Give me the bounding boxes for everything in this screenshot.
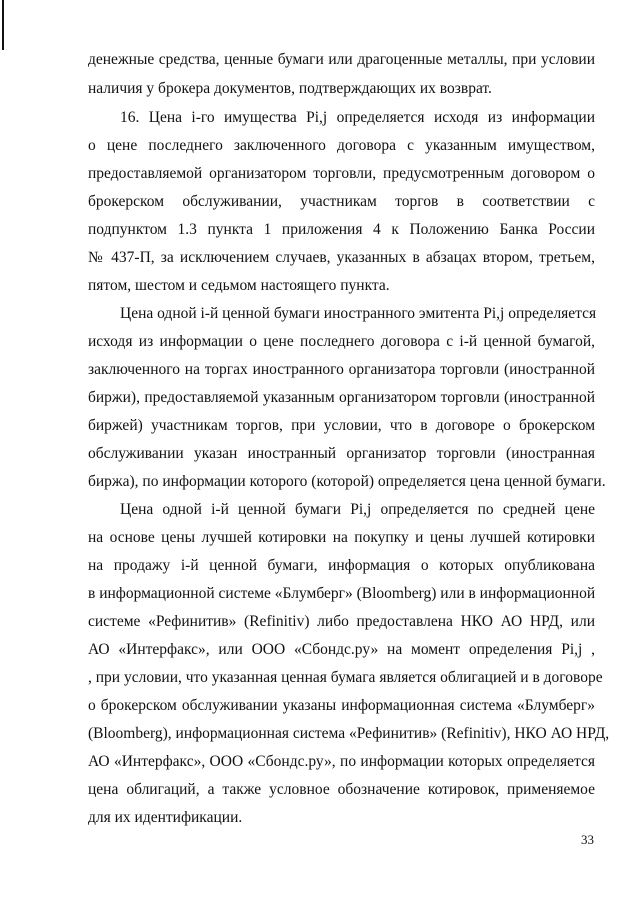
text-line: исходя из информации о цене последнего договора с i-й ценной бумагой, [88, 333, 595, 350]
text-line: наличия у брокера документов, подтверждающих их возврат. [88, 80, 492, 97]
text-line: на основе цены лучшей котировки на покупку и цены лучшей котировки [88, 529, 595, 546]
text-line: биржи), предоставляемой указанным организатором торговли (иностранной [88, 389, 595, 406]
text-line: денежные средства, ценные бумаги или драгоценные металлы, при условии [88, 51, 595, 68]
text-line: заключенного на торгах иностранного организатора торговли (иностранной [88, 361, 595, 378]
text-line: в информационной системе «Блумберг» (Bloomberg) или в информационной [88, 585, 596, 602]
text-line: № 437-П, за исключением случаев, указанных в абзацах втором, третьем, [88, 249, 595, 266]
text-line: брокерском обслуживании, участникам торгов в соответствии с [88, 193, 595, 210]
text-line: пятом, шестом и седьмом настоящего пункта. [88, 277, 390, 294]
text-line: системе «Рефинитив» (Refinitiv) либо предоставлена НКО АО НРД, или [88, 613, 595, 630]
text-line: предоставляемой организатором торговли, предусмотренным договором о [88, 165, 595, 182]
text-line: 16. Цена i-го имущества Pi,j определяется исходя из информации [120, 109, 595, 126]
text-line: Цена одной i-й ценной бумаги Pi,j определяется по средней цене [120, 501, 595, 518]
text-line: , при условии, что указанная ценная бумага является облигацией и в договоре [88, 669, 603, 686]
text-line: на продажу i-й ценной бумаги, информация о которых опубликована [88, 557, 595, 574]
text-line: о цене последнего заключенного договора с указанным имуществом, [88, 137, 595, 154]
text-line: подпунктом 1.3 пункта 1 приложения 4 к Положению Банка России [88, 221, 595, 238]
text-line: Цена одной i-й ценной бумаги иностранного эмитента Pi,j определяется [120, 305, 597, 322]
scan-edge-mark [2, 0, 4, 50]
text-line: АО «Интерфакс», или ООО «Сбондс.ру» на момент определения Pi,j , [88, 641, 595, 658]
text-line: АО «Интерфакс», ООО «Сбондс.ру», по информации которых определяется [88, 753, 595, 770]
text-line: (Bloomberg), информационная система «Рефинитив» (Refinitiv), НКО АО НРД, [88, 725, 610, 742]
text-line: биржа), по информации которого (которой) определяется цена ценной бумаги. [88, 473, 606, 490]
text-line: о брокерском обслуживании указаны информационная система «Блумберг» [88, 697, 595, 714]
text-line: цена облигаций, а также условное обозначение котировок, применяемое [88, 781, 595, 798]
text-line: обслуживании указан иностранный организатор торговли (иностранная [88, 445, 595, 462]
text-line: биржей) участникам торгов, при условии, что в договоре о брокерском [88, 417, 595, 434]
page-number: 33 [581, 832, 594, 847]
text-line: для их идентификации. [88, 809, 243, 826]
